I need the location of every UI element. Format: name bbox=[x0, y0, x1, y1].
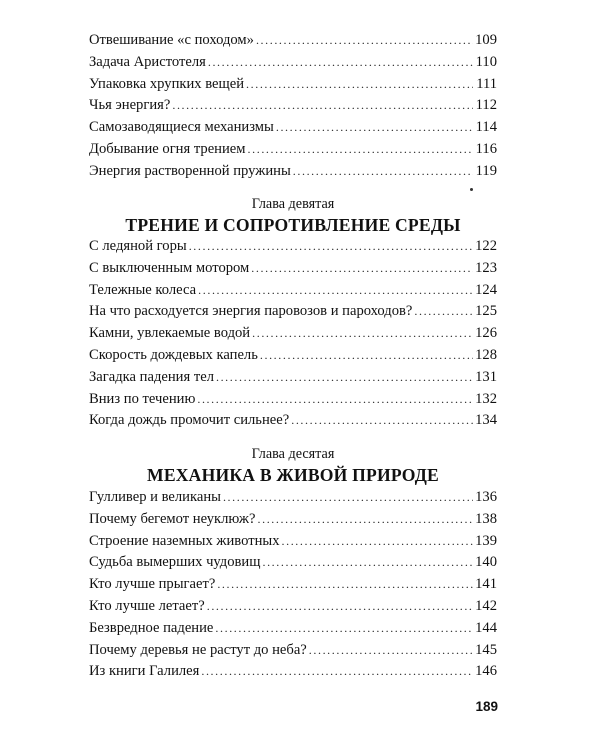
toc-entry-page: 138 bbox=[475, 510, 497, 527]
toc-entry-title: Строение наземных животных bbox=[89, 532, 280, 549]
toc-entry-page: 114 bbox=[475, 119, 497, 136]
toc-entry bbox=[89, 163, 497, 185]
dot-leader bbox=[282, 534, 474, 549]
toc-entry-page: 110 bbox=[475, 53, 497, 70]
dot-leader bbox=[216, 370, 473, 385]
toc-entry-page: 126 bbox=[475, 325, 497, 342]
dot-leader bbox=[198, 283, 473, 298]
toc-entry bbox=[89, 620, 497, 642]
toc-entry bbox=[89, 282, 497, 304]
toc-entry bbox=[89, 533, 497, 555]
toc-entry-title: Гулливер и великаны bbox=[89, 489, 221, 505]
toc-entry bbox=[89, 347, 497, 369]
dot-leader bbox=[207, 599, 473, 614]
dot-leader bbox=[189, 239, 473, 254]
toc-list-chapter-9 bbox=[89, 238, 497, 434]
toc-entry-page: 146 bbox=[475, 663, 497, 680]
dot-leader bbox=[258, 512, 474, 527]
dot-leader bbox=[172, 98, 473, 113]
toc-entry bbox=[89, 554, 497, 576]
toc-entry-title: Добывание огня трением bbox=[89, 140, 246, 157]
toc-entry-title: Тележные колеса bbox=[89, 281, 197, 298]
toc-entry-title: С выключенным мотором bbox=[89, 259, 250, 276]
dot-leader bbox=[215, 621, 473, 636]
dot-leader bbox=[246, 77, 473, 92]
chapter-label: Глава девятая bbox=[251, 196, 335, 212]
toc-entry-page: 144 bbox=[475, 619, 497, 636]
dot-leader bbox=[262, 555, 473, 570]
print-speck bbox=[470, 188, 473, 191]
dot-leader bbox=[309, 643, 473, 658]
toc-list-continued bbox=[89, 32, 497, 185]
toc-entry-title: Кто лучше прыгает? bbox=[89, 576, 216, 593]
toc-entry-page: 109 bbox=[475, 32, 497, 48]
toc-entry-page: 128 bbox=[475, 346, 497, 363]
toc-entry-title: Скорость дождевых капель bbox=[89, 346, 258, 363]
dot-leader bbox=[223, 490, 473, 505]
toc-entry bbox=[89, 325, 497, 347]
toc-entry-title: Загадка падения тел bbox=[89, 368, 214, 385]
dot-leader bbox=[248, 142, 473, 157]
toc-entry-page: 131 bbox=[475, 368, 497, 385]
toc-entry-page: 119 bbox=[475, 162, 497, 179]
toc-entry bbox=[89, 598, 497, 620]
toc-entry-page: 111 bbox=[476, 75, 497, 92]
toc-entry-title: Задача Аристотеля bbox=[89, 53, 206, 70]
toc-entry-page: 142 bbox=[475, 597, 497, 614]
toc-list-chapter-10 bbox=[89, 489, 497, 685]
toc-entry-page: 139 bbox=[475, 532, 497, 549]
toc-entry-title: Вниз по течению bbox=[89, 390, 196, 407]
toc-entry-title: Почему бегемот неуклюж? bbox=[89, 510, 256, 527]
toc-entry bbox=[89, 391, 497, 413]
toc-entry bbox=[89, 663, 497, 685]
toc-entry-page: 140 bbox=[475, 554, 497, 571]
toc-entry-title: Упаковка хрупких вещей bbox=[89, 75, 245, 92]
dot-leader bbox=[251, 261, 473, 276]
dot-leader bbox=[256, 33, 473, 48]
toc-entry-title: Энергия растворенной пружины bbox=[89, 162, 291, 179]
toc-entry bbox=[89, 76, 497, 98]
dot-leader bbox=[260, 348, 473, 363]
chapter-title: МЕХАНИКА В ЖИВОЙ ПРИРОДЕ bbox=[147, 465, 439, 485]
dot-leader bbox=[201, 664, 473, 679]
toc-entry-title: Чья энергия? bbox=[89, 97, 171, 114]
toc-entry-page: 132 bbox=[475, 390, 497, 407]
toc-entry-page: 125 bbox=[475, 303, 497, 320]
toc-entry-page: 136 bbox=[475, 489, 497, 505]
toc-entry-page: 145 bbox=[475, 641, 497, 658]
toc-entry bbox=[89, 369, 497, 391]
toc-entry bbox=[89, 141, 497, 163]
toc-entry-page: 134 bbox=[475, 412, 497, 429]
dot-leader bbox=[291, 413, 473, 428]
toc-entry-title: На что расходуется энергия паровозов и пароходов? bbox=[89, 303, 413, 320]
toc-entry bbox=[89, 54, 497, 76]
toc-entry-page: 141 bbox=[475, 576, 497, 593]
toc-entry bbox=[89, 511, 497, 533]
dot-leader bbox=[414, 304, 473, 319]
toc-entry-title: Из книги Галилея bbox=[89, 663, 200, 680]
dot-leader bbox=[208, 55, 473, 70]
toc-entry-page: 112 bbox=[475, 97, 497, 114]
dot-leader bbox=[217, 577, 473, 592]
dot-leader bbox=[293, 164, 473, 179]
dot-leader bbox=[252, 326, 473, 341]
toc-entry bbox=[89, 97, 497, 119]
toc-entry bbox=[89, 238, 497, 260]
toc-entry bbox=[89, 32, 497, 54]
toc-entry-title: Когда дождь промочит сильнее? bbox=[89, 412, 290, 429]
toc-entry-page: 123 bbox=[475, 259, 497, 276]
page-number: 189 bbox=[475, 699, 498, 714]
chapter-title: ТРЕНИЕ И СОПРОТИВЛЕНИЕ СРЕДЫ bbox=[125, 215, 461, 235]
toc-entry-page: 124 bbox=[475, 281, 497, 298]
toc-entry bbox=[89, 303, 497, 325]
toc-entry bbox=[89, 260, 497, 282]
toc-entry-title: Судьба вымерших чудовищ bbox=[89, 554, 261, 571]
toc-entry-title: Безвредное падение bbox=[89, 619, 214, 636]
toc-entry-page: 116 bbox=[475, 140, 497, 157]
dot-leader bbox=[197, 392, 473, 407]
dot-leader bbox=[276, 120, 473, 135]
toc-entry-page: 122 bbox=[475, 238, 497, 254]
toc-entry-title: Самозаводящиеся механизмы bbox=[89, 119, 274, 136]
toc-entry bbox=[89, 576, 497, 598]
toc-entry-title: Кто лучше летает? bbox=[89, 597, 205, 614]
toc-entry bbox=[89, 489, 497, 511]
toc-entry bbox=[89, 119, 497, 141]
toc-entry bbox=[89, 642, 497, 664]
toc-entry bbox=[89, 412, 497, 434]
toc-entry-title: С ледяной горы bbox=[89, 238, 187, 254]
toc-entry-title: Почему деревья не растут до неба? bbox=[89, 641, 307, 658]
chapter-label: Глава десятая bbox=[251, 446, 335, 462]
toc-entry-title: Камни, увлекаемые водой bbox=[89, 325, 251, 342]
toc-entry-title: Отвешивание «с походом» bbox=[89, 32, 254, 48]
